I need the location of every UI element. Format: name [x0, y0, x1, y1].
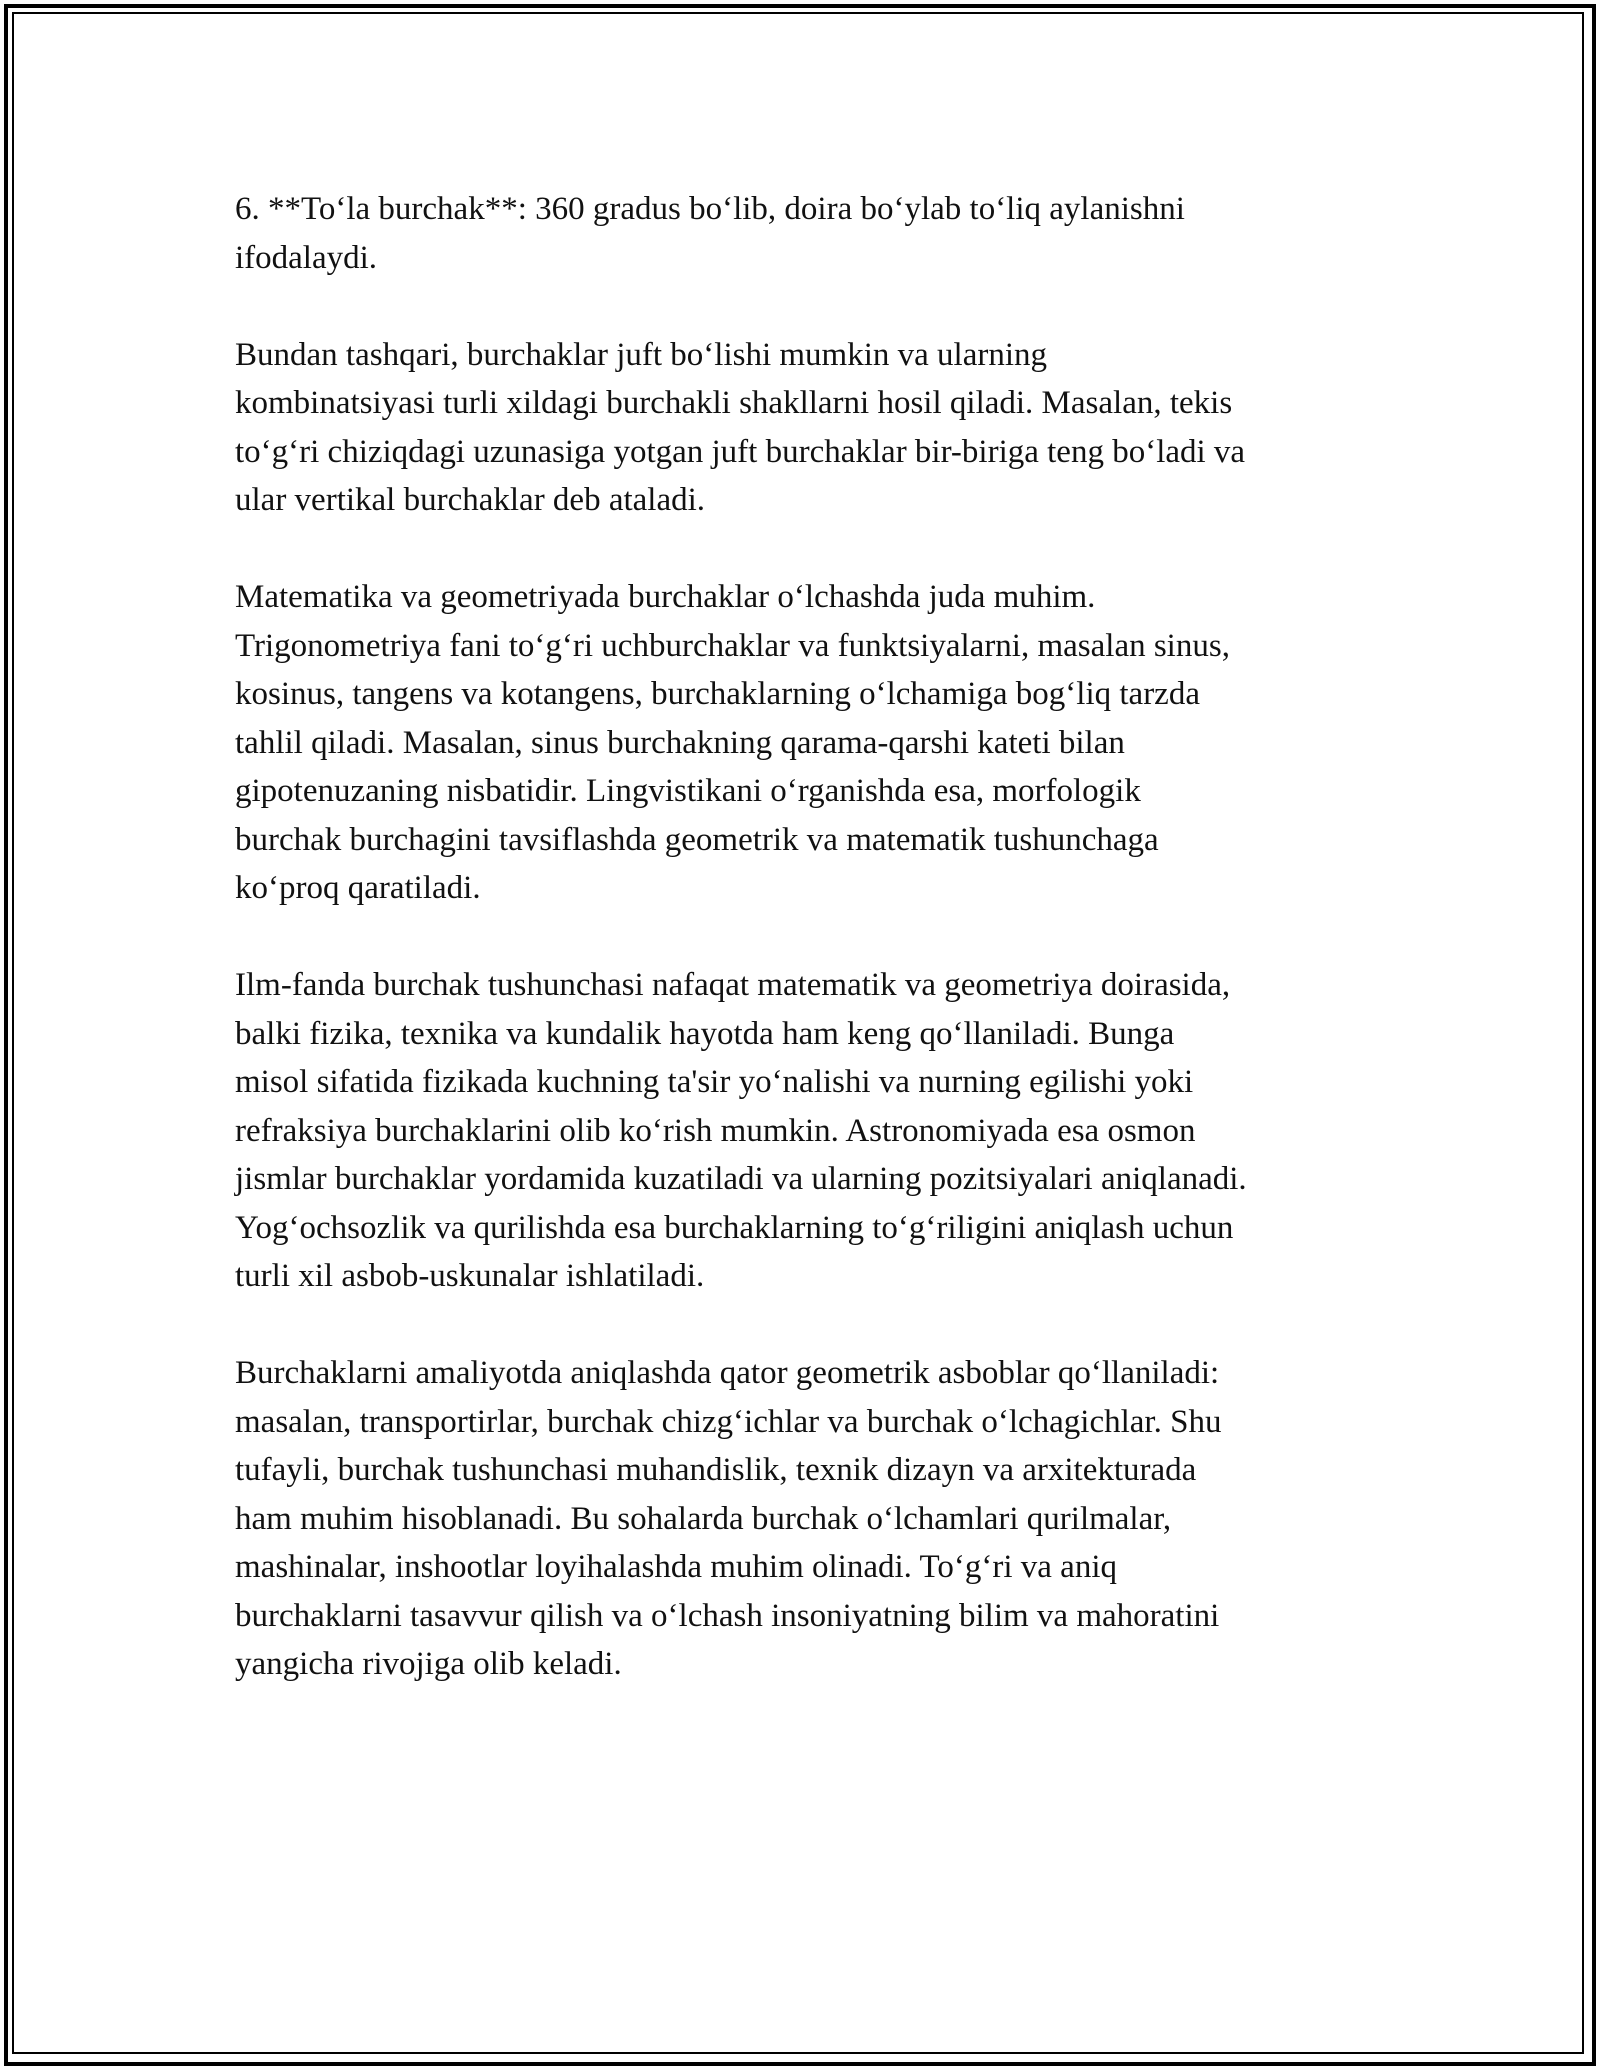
paragraph-trigonometry: Matematika va geometriyada burchaklar o‘lchashda juda muhim. Trigonometriya fani to‘g‘ri uchburchaklar va funktsiyalarni, masalan sinus, kosinus, tangens va kotangens, burchaklarning o‘lchamiga bog‘liq tarzda tahlil qiladi. Masalan, sinus burchakning qarama-qarshi kateti bilan gipotenuzaning nisbatidir. Lingvistikani o‘rganishda esa, morfologik burchak burchagini tavsiflashda geometrik va matematik tushunchaga ko‘proq qaratiladi. — [235, 579, 1230, 906]
paragraph-measuring-tools: Burchaklarni amaliyotda aniqlashda qator geometrik asboblar qo‘llaniladi: masalan, transportirlar, burchak chizg‘ichlar va burchak o‘lchagichlar. Shu tufayli, burchak tushunchasi muhandislik, texnik dizayn va arxitekturada ham muhim hisoblanadi. Bu sohalarda burchak o‘lchamlari qurilmalar, mashinalar, inshootlar loyihalashda muhim olinadi. To‘g‘ri va aniq burchaklarni tasavvur qilish va o‘lchash insoniyatning bilim va mahoratini yangicha rivojiga olib keladi. — [235, 1355, 1222, 1682]
paragraph-vertical-angles: Bundan tashqari, burchaklar juft bo‘lishi mumkin va ularning kombinatsiyasi turli xildagi burchakli shakllarni hosil qiladi. Masalan, tekis to‘g‘ri chiziqdagi uzunasiga yotgan juft burchaklar bir-biriga teng bo‘ladi va ular vertikal burchaklar deb ataladi. — [235, 336, 1246, 518]
paragraph-science-applications: Ilm-fanda burchak tushunchasi nafaqat matematik va geometriya doirasida, balki fizika, texnika va kundalik hayotda ham keng qo‘llaniladi. Bunga misol sifatida fizikada kuchning ta'sir yo‘nalishi va nurning egilishi yoki refraksiya burchaklarini olib ko‘rish mumkin. Astronomiyada esa osmon jismlar burchaklar yordamida kuzatiladi va ularning pozitsiyalari aniqlanadi. Yog‘ochsozlik va qurilishda esa burchaklarning to‘g‘riligini aniqlash uchun turli xil asbob-uskunalar ishlatiladi. — [235, 967, 1247, 1294]
document-body — [235, 185, 1365, 1737]
paragraph-full-angle: 6. **To‘la burchak**: 360 gradus bo‘lib, doira bo‘ylab to‘liq aylanishni ifodalaydi. — [235, 191, 1185, 276]
